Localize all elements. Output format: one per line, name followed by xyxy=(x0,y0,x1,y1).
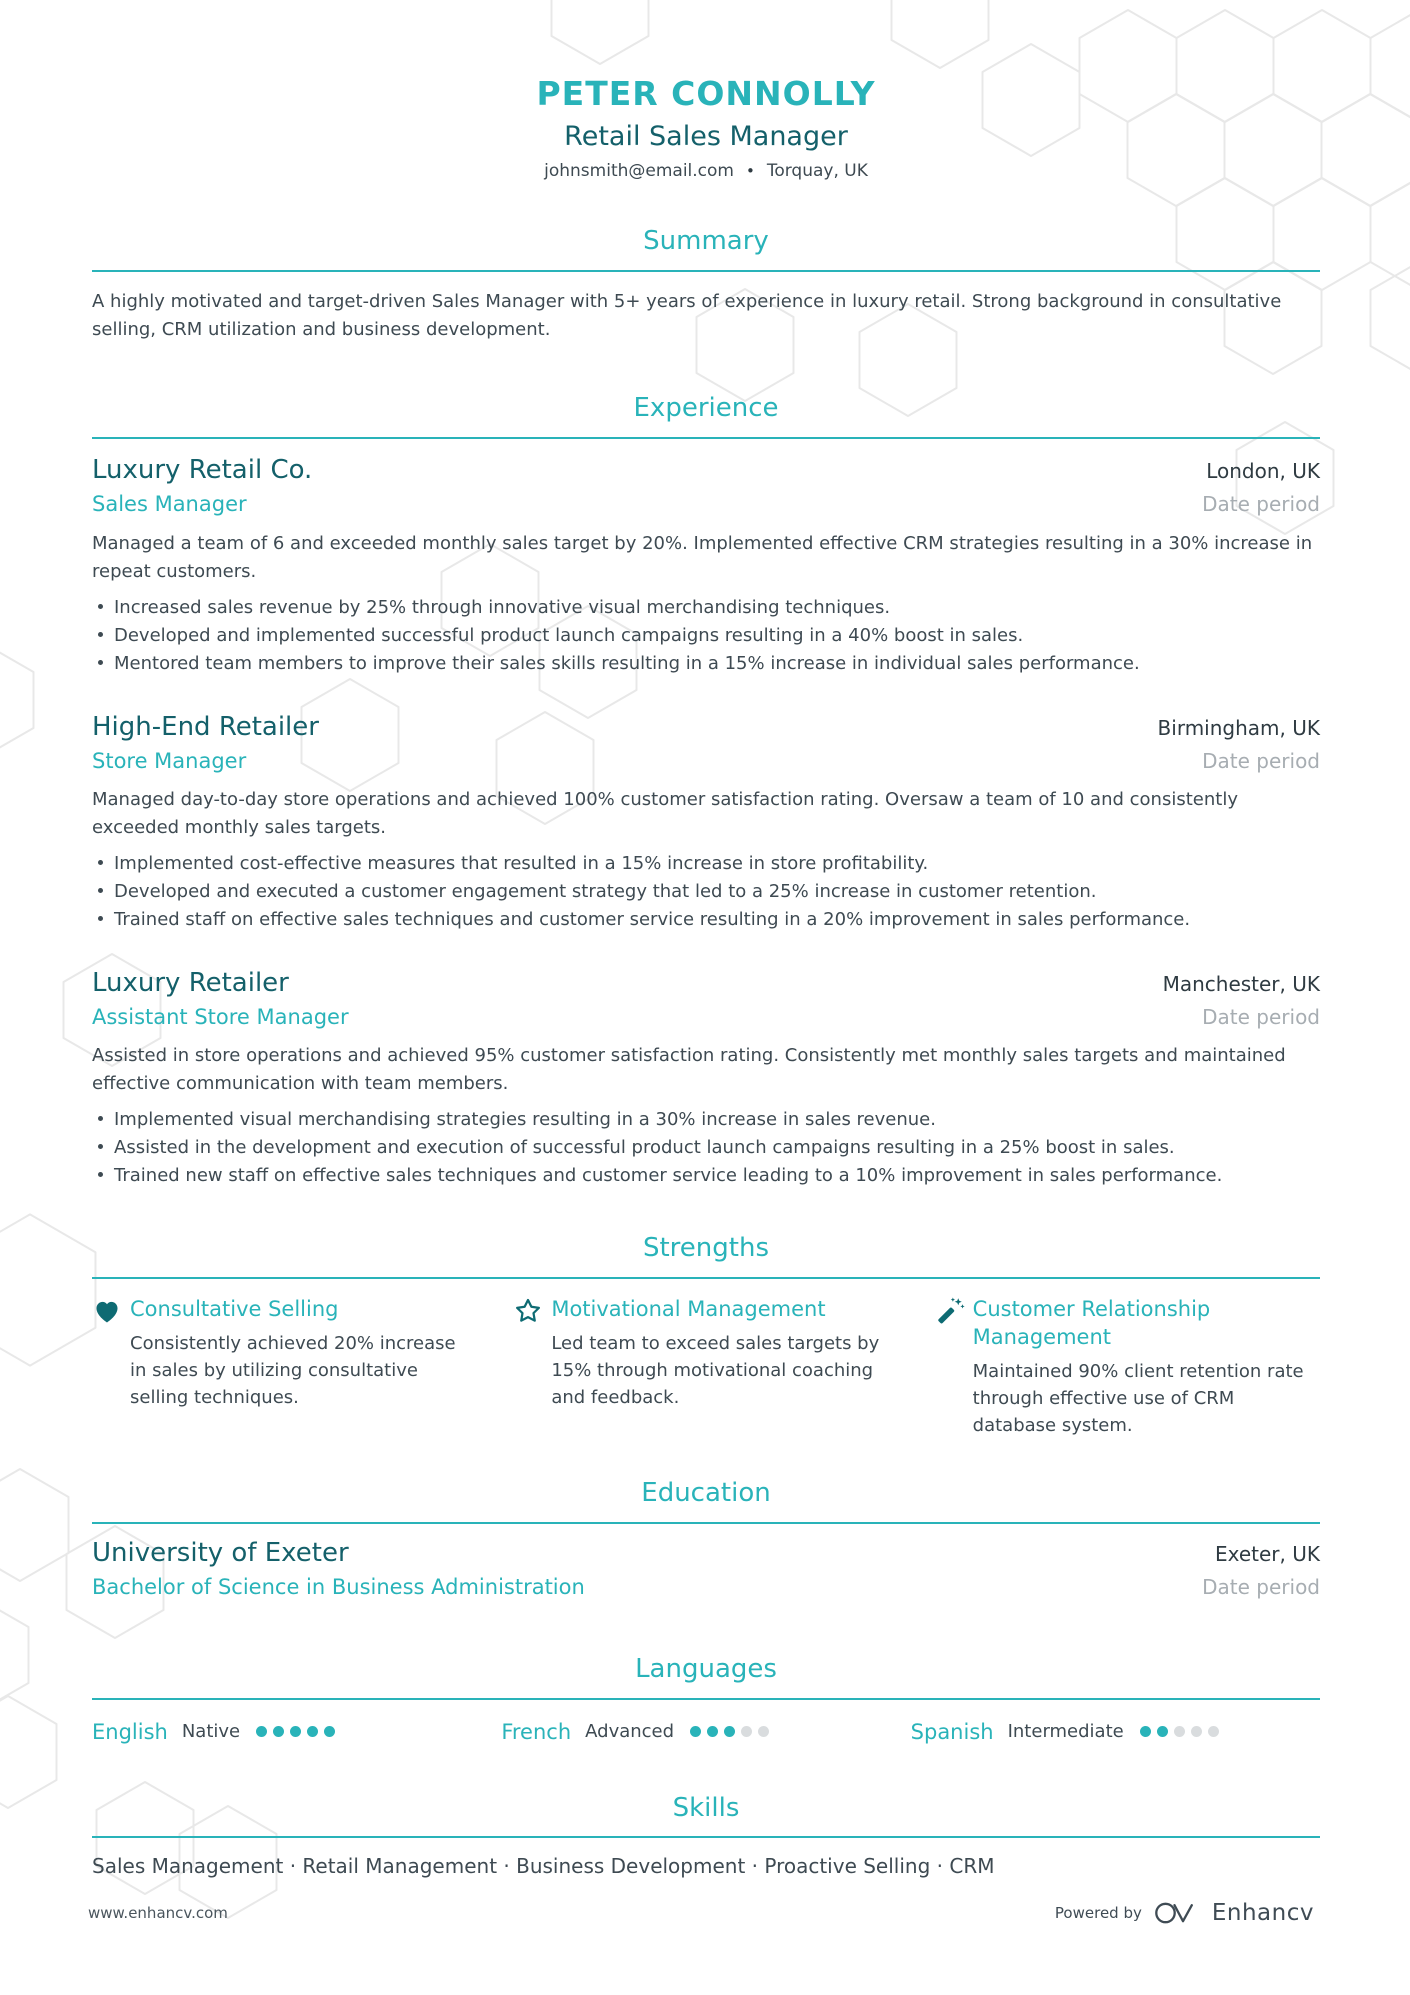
languages-grid xyxy=(92,1720,1320,1744)
job-bullets xyxy=(92,1106,1320,1190)
rating-dot-filled xyxy=(724,1726,735,1737)
job-bullet: Trained new staff on effective sales techniques and customer service leading to a 10% improvement in sales performance. xyxy=(92,1162,1320,1190)
resume-header xyxy=(92,76,1320,181)
rating-dot-filled xyxy=(256,1726,267,1737)
rating-dot-filled xyxy=(307,1726,318,1737)
strength-text: Consistently achieved 20% increase in sales by utilizing consultative selling techniques. xyxy=(130,1333,456,1409)
job-position: Sales Manager xyxy=(92,492,247,517)
heart-icon xyxy=(92,1296,122,1326)
language-name: French xyxy=(501,1719,572,1744)
candidate-name: PETER CONNOLLY xyxy=(536,74,876,113)
language-name: Spanish xyxy=(910,1719,994,1744)
education-subheader-row xyxy=(92,1574,1320,1600)
job-bullet: Trained staff on effective sales techniques and customer service resulting in a 20% improvement in sales performance. xyxy=(92,906,1320,934)
contact-line xyxy=(92,161,1320,181)
strengths-heading: Strengths xyxy=(92,1234,1320,1279)
summary-section xyxy=(92,227,1320,344)
language-name: English xyxy=(92,1719,168,1744)
education-location: Exeter, UK xyxy=(1215,1542,1320,1567)
star-icon xyxy=(513,1296,543,1326)
language-rating-dots xyxy=(1140,1726,1219,1737)
powered-by-label: Powered by xyxy=(1054,1904,1142,1922)
strength-item xyxy=(92,1295,477,1439)
rating-dot-filled xyxy=(290,1726,301,1737)
strength-title: Consultative Selling xyxy=(130,1297,339,1322)
summary-heading: Summary xyxy=(92,227,1320,272)
strength-text: Maintained 90% client retention rate through effective use of CRM database system. xyxy=(972,1361,1304,1437)
job-date-period: Date period xyxy=(1202,1005,1320,1030)
degree-name: Bachelor of Science in Business Administration xyxy=(92,1575,585,1600)
education-entry xyxy=(92,1538,1320,1600)
location-text: Torquay, UK xyxy=(766,161,868,182)
languages-section xyxy=(92,1655,1320,1744)
rating-dot-empty xyxy=(1191,1726,1202,1737)
job-position: Assistant Store Manager xyxy=(92,1005,349,1030)
job-location: Birmingham, UK xyxy=(1157,715,1320,740)
languages-heading: Languages xyxy=(92,1655,1320,1700)
rating-dot-filled xyxy=(707,1726,718,1737)
enhancv-logo-icon[interactable] xyxy=(1154,1900,1200,1926)
company-name: Luxury Retailer xyxy=(92,968,289,998)
job-header-row xyxy=(92,455,1320,486)
skills-section xyxy=(92,1794,1320,1879)
education-header-row xyxy=(92,1538,1320,1569)
skills-heading: Skills xyxy=(92,1794,1320,1839)
rating-dot-empty xyxy=(1208,1726,1219,1737)
school-name: University of Exeter xyxy=(92,1538,349,1569)
strength-title: Customer Relationship Management xyxy=(972,1297,1211,1350)
rating-dot-filled xyxy=(1140,1726,1151,1737)
job-bullet: Implemented visual merchandising strategies resulting in a 30% increase in sales revenue. xyxy=(92,1106,1320,1134)
rating-dot-filled xyxy=(324,1726,335,1737)
rating-dot-empty xyxy=(741,1726,752,1737)
powered-by-block xyxy=(1055,1900,1314,1926)
magic-wand-icon xyxy=(935,1296,965,1326)
rating-dot-filled xyxy=(273,1726,284,1737)
company-name: High-End Retailer xyxy=(92,711,319,742)
experience-entry xyxy=(92,712,1320,934)
language-level: Intermediate xyxy=(1007,1721,1124,1743)
job-description: Managed a team of 6 and exceeded monthly sales target by 20%. Implemented effective CRM strategies resulting in a 30% increase in repeat customers. xyxy=(92,532,1313,582)
language-level: Advanced xyxy=(585,1721,675,1743)
experience-heading: Experience xyxy=(92,394,1320,439)
language-rating-dots xyxy=(690,1726,769,1737)
rating-dot-filled xyxy=(690,1726,701,1737)
job-bullet: Increased sales revenue by 25% through innovative visual merchandising techniques. xyxy=(92,594,1320,622)
language-level: Native xyxy=(181,1721,241,1743)
job-subheader-row xyxy=(92,491,1320,517)
education-date-period: Date period xyxy=(1202,1575,1320,1600)
skills-list: Sales Management · Retail Management · Business Development · Proactive Selling · CRM xyxy=(92,1854,995,1879)
job-description: Managed day-to-day store operations and achieved 100% customer satisfaction rating. Oversaw a team of 10 and consistently exceeded monthly sales targets. xyxy=(92,789,1238,838)
strengths-section xyxy=(92,1234,1320,1439)
job-location: London, UK xyxy=(1206,459,1320,484)
candidate-job-title: Retail Sales Manager xyxy=(564,121,848,153)
job-description: Assisted in store operations and achieved 95% customer satisfaction rating. Consistently met monthly sales targets and maintained effective communication with team members. xyxy=(92,1045,1286,1095)
job-bullet: Implemented cost-effective measures that resulted in a 15% increase in store profitability. xyxy=(92,850,1320,878)
job-header-row xyxy=(92,968,1320,999)
job-bullets xyxy=(92,850,1320,934)
page-footer xyxy=(88,1900,1314,1926)
job-bullets xyxy=(92,594,1320,678)
strength-text: Led team to exceed sales targets by 15% through motivational coaching and feedback. xyxy=(551,1333,880,1409)
job-bullet: Mentored team members to improve their sales skills resulting in a 15% increase in individual sales performance. xyxy=(92,650,1320,678)
job-location: Manchester, UK xyxy=(1162,972,1320,996)
job-subheader-row xyxy=(92,748,1320,774)
experience-entries xyxy=(92,455,1320,1190)
rating-dot-empty xyxy=(758,1726,769,1737)
experience-entry xyxy=(92,968,1320,1190)
education-section xyxy=(92,1479,1320,1600)
summary-text: A highly motivated and target-driven Sales Manager with 5+ years of experience in luxury retail. Strong background in consultative selling, CRM utilization and business development. xyxy=(92,291,1282,341)
strength-item xyxy=(513,1295,898,1439)
job-bullet: Developed and executed a customer engagement strategy that led to a 25% increase in customer retention. xyxy=(92,878,1320,906)
email-link[interactable]: johnsmith@email.com xyxy=(544,161,734,182)
education-heading: Education xyxy=(92,1479,1320,1524)
job-date-period: Date period xyxy=(1202,748,1320,773)
job-bullet: Developed and implemented successful product launch campaigns resulting in a 40% boost in sales. xyxy=(92,622,1320,650)
job-subheader-row xyxy=(92,1004,1320,1030)
job-position: Store Manager xyxy=(92,748,247,773)
job-header-row xyxy=(92,712,1320,743)
website-link[interactable]: www.enhancv.com xyxy=(88,1904,228,1922)
experience-section xyxy=(92,394,1320,1190)
language-rating-dots xyxy=(256,1726,335,1737)
language-item xyxy=(501,1720,910,1744)
language-item xyxy=(92,1720,501,1744)
rating-dot-empty xyxy=(1174,1726,1185,1737)
strength-item xyxy=(935,1295,1320,1439)
strength-title: Motivational Management xyxy=(551,1297,826,1322)
rating-dot-filled xyxy=(1157,1726,1168,1737)
contact-separator-dot: • xyxy=(745,162,755,181)
brand-name[interactable]: Enhancv xyxy=(1211,1900,1314,1926)
company-name: Luxury Retail Co. xyxy=(92,455,313,486)
education-entries xyxy=(92,1538,1320,1600)
job-bullet: Assisted in the development and execution of successful product launch campaigns resulting in a 25% boost in sales. xyxy=(92,1134,1320,1162)
experience-entry xyxy=(92,455,1320,677)
job-date-period: Date period xyxy=(1202,492,1320,517)
language-item xyxy=(911,1720,1320,1744)
strengths-grid xyxy=(92,1295,1320,1439)
